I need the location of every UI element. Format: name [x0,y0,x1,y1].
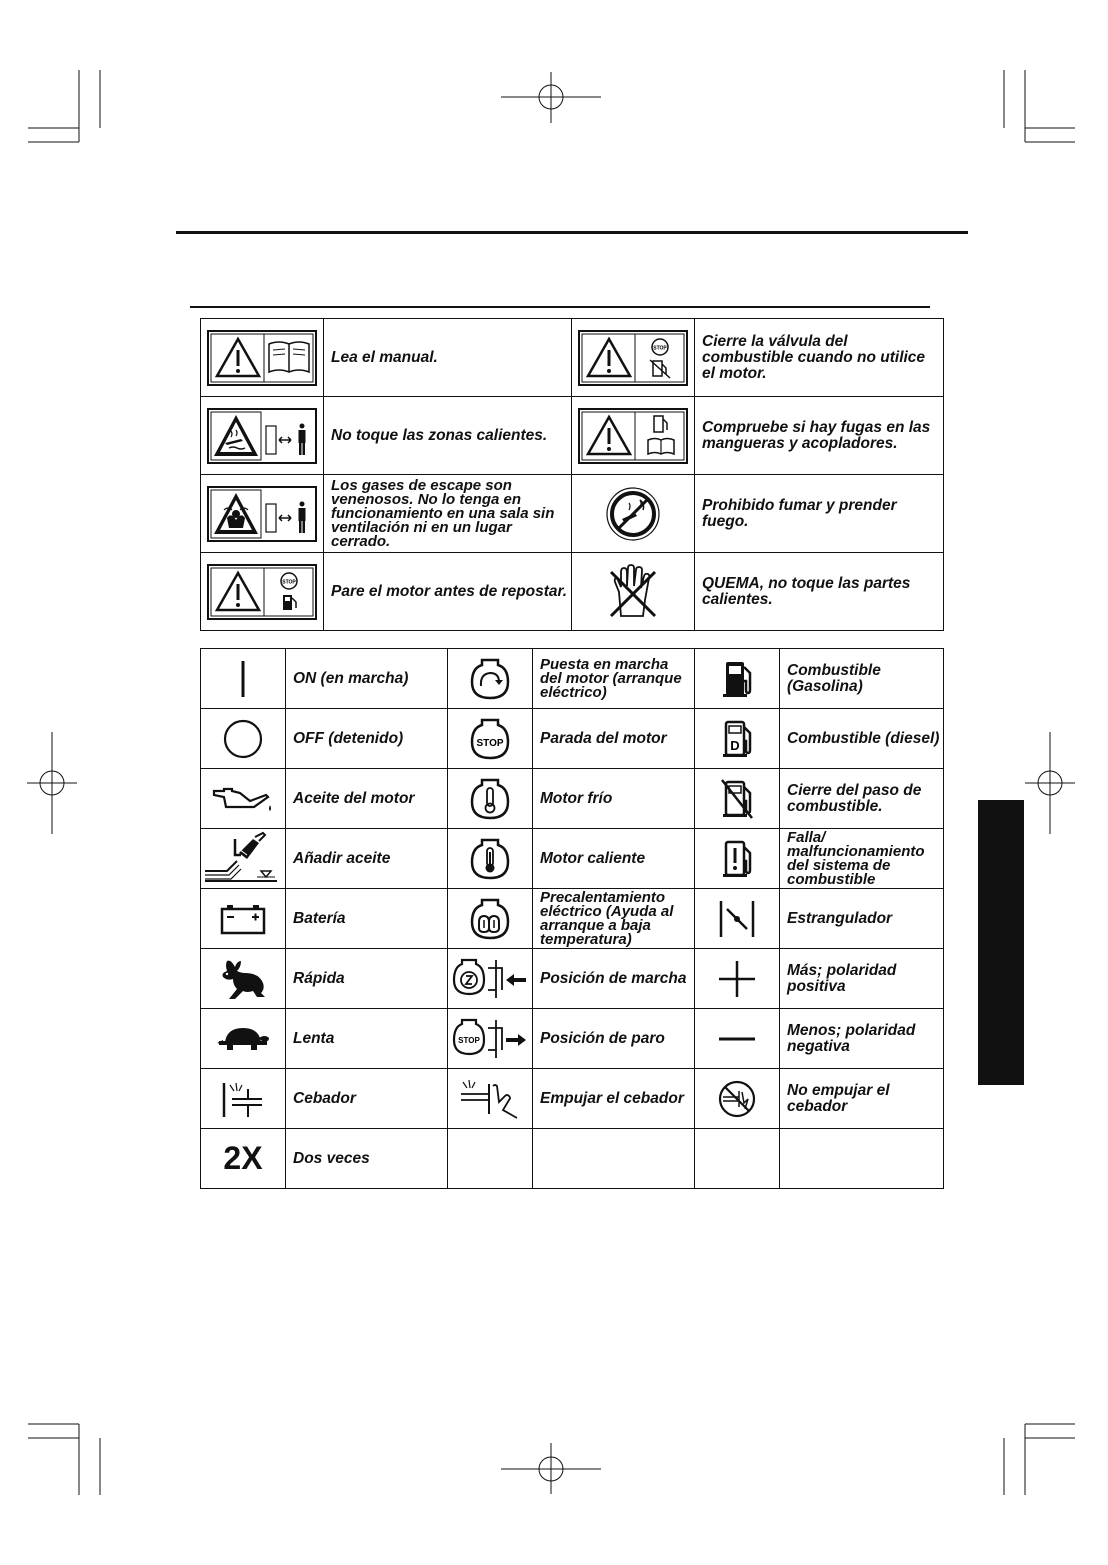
push-primer-icon [455,1076,525,1122]
table-row [201,1009,944,1069]
engine-start-icon [468,656,512,702]
header-rule [176,231,968,234]
svg-text:STOP: STOP [653,345,667,351]
fuel-system-fault-icon [717,837,757,881]
label-text: Lea el manual. [324,319,572,397]
symbol-label: Cierre del paso de combustible. [780,769,944,829]
choke-icon [715,897,759,941]
warning-labels-table [200,318,944,631]
oil-can-icon [210,781,276,817]
symbol-label: Menos; polaridad negativa [780,1009,944,1069]
no-smoking-icon [603,484,663,544]
turtle-slow-icon [213,1022,273,1056]
empty-cell [695,1129,780,1189]
symbol-label: Parada del motor [533,709,695,769]
symbol-label: Motor caliente [533,829,695,889]
symbol-label: Combustible (Gasolina) [780,649,944,709]
battery-icon [218,901,268,937]
minus-icon [715,1017,759,1061]
no-push-primer-icon [715,1077,759,1121]
label-text: QUEMA, no toque las partes calientes. [695,553,944,631]
engine-stop-icon [468,716,512,762]
table-row [201,889,944,949]
plus-icon [715,957,759,1001]
symbol-label: Lenta [286,1009,448,1069]
symbol-label: No empujar el cebador [780,1069,944,1129]
label-text: Prohibido fumar y prender fuego. [695,475,944,553]
chapter-tab [978,800,1024,1085]
hot-surface-label-icon [207,408,317,464]
two-times-icon: 2X [223,1140,263,1176]
symbol-label: Estrangulador [780,889,944,949]
engine-cold-icon [468,776,512,822]
label-text: Cierre la válvula del combustible cuando no utilice el motor. [695,319,944,397]
table-row [201,649,944,709]
symbol-label: Falla/ malfuncionamiento del sistema de combustible [780,829,944,889]
table-row [201,769,944,829]
table-row [201,1069,944,1129]
run-position-icon [450,956,530,1002]
fuel-valve-label-icon [578,330,688,386]
symbol-label: Motor frío [533,769,695,829]
table-row [201,475,944,553]
stop-position-icon [450,1016,530,1062]
section-rule [190,306,930,308]
on-icon [223,657,263,701]
svg-text:STOP: STOP [458,1035,480,1045]
off-icon [221,717,265,761]
table-row [201,319,944,397]
stop-before-refuel-label-icon [207,564,317,620]
label-text: Pare el motor antes de repostar. [324,553,572,631]
label-text: No toque las zonas calientes. [324,397,572,475]
svg-text:STOP: STOP [282,579,296,585]
symbol-label: Combustible (diesel) [780,709,944,769]
table-row [201,553,944,631]
symbol-label: Puesta en marcha del motor (arranque eléctrico) [533,649,695,709]
svg-text:STOP: STOP [476,737,504,749]
add-oil-icon [203,831,283,887]
exhaust-gas-label-icon [207,486,317,542]
symbol-label: Añadir aceite [286,829,448,889]
engine-hot-icon [468,836,512,882]
symbol-label: Más; polaridad positiva [780,949,944,1009]
symbol-label [533,1129,695,1189]
fuel-leak-label-icon [578,408,688,464]
preheat-icon [468,896,512,942]
empty-cell [448,1129,533,1189]
symbol-label: Dos veces [286,1129,448,1189]
symbol-label: Precalentamiento eléctrico (Ayuda al arranque a baja temperatura) [533,889,695,949]
table-row [201,829,944,889]
symbol-label: Cebador [286,1069,448,1129]
fuel-gasoline-icon [717,657,757,701]
symbol-label: Empujar el cebador [533,1069,695,1129]
no-touch-glove-icon [605,562,661,622]
read-manual-label-icon [207,330,317,386]
label-text: Los gases de escape son venenosos. No lo tenga en funcionamiento en una sala sin ventilación ni en un lugar cerrado. [324,475,572,553]
symbol-label: OFF (detenido) [286,709,448,769]
symbol-label: ON (en marcha) [286,649,448,709]
table-row [201,397,944,475]
symbol-label: Batería [286,889,448,949]
fuel-shutoff-icon [717,777,757,821]
symbols-table [200,648,944,1189]
symbol-label: Rápida [286,949,448,1009]
table-row [201,949,944,1009]
fuel-diesel-icon [717,717,757,761]
svg-text:D: D [730,737,740,753]
rabbit-fast-icon [217,955,269,1003]
symbol-label: Aceite del motor [286,769,448,829]
primer-icon [218,1077,268,1121]
table-row [201,709,944,769]
symbol-label: Posición de paro [533,1009,695,1069]
label-text: Compruebe si hay fugas en las mangueras y acopladores. [695,397,944,475]
table-row [201,1129,944,1189]
symbol-label [780,1129,944,1189]
symbol-label: Posición de marcha [533,949,695,1009]
